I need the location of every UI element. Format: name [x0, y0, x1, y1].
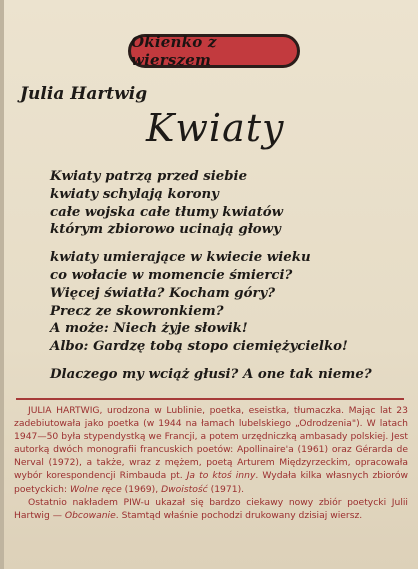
author-biography — [14, 404, 408, 522]
poem-line: którym zbiorowo ucinają głowy — [50, 222, 281, 238]
bio-text: . Stamtąd właśnie pochodzi drukowany dzisiaj wiersz. — [115, 509, 363, 521]
bio-paragraph — [14, 496, 408, 522]
poem-line: Albo: Gardzę tobą stopo ciemiężycielko! — [50, 339, 348, 355]
poem-stanza — [50, 249, 405, 356]
bio-text: JULIA HARTWIG, urodzona w Lublinie, poetka, eseistka, tłumaczka. Mając lat 23 zadebiutowała jako poetka (w 1944 na łamach lubelskiego „Odrodzenia"). W latach 1947—50 była stypendystką we Francji, a potem urzędniczką ambasady polskiej. Jest autorką dwóch monografii francuskich poetów: Apollinaire'a (1961) oraz Gérarda de Nerval (1972), a także, wraz z mężem, poetą Arturem Międzyrzeckim, opracowała wybór korespondencji Rimbauda pt. — [14, 405, 408, 482]
bio-text: (1969), — [121, 483, 162, 495]
poem-author: Julia Hartwig — [20, 84, 148, 104]
bio-text: (1971). — [207, 483, 245, 495]
bio-text: . Wydała kilka własnych zbiorów poetyckich: — [14, 470, 408, 495]
section-divider — [16, 398, 404, 400]
bio-book-title: Ja to ktoś inny — [186, 470, 256, 482]
poem-line: co wołacie w momencie śmierci? — [50, 267, 293, 283]
poem-line: Precz ze skowronkiem? — [50, 303, 224, 319]
poem-stanza — [50, 168, 405, 239]
poem-line: Więcej światła? Kocham góry? — [50, 285, 276, 301]
poem-line: kwiaty umierające w kwiecie wieku — [50, 250, 311, 266]
bio-paragraph — [14, 404, 408, 496]
poem-stanza — [50, 366, 405, 384]
column-header-label: Okienko z wierszem — [131, 33, 217, 69]
poem-body — [50, 168, 405, 394]
poem-line: Dlaczego my wciąż głusi? A one tak nieme? — [50, 366, 372, 382]
bio-text: Ostatnio nakładem PIW-u ukazał się bardzo ciekawy nowy zbiór poetycki Julii Hartwig — — [14, 496, 408, 521]
bio-book-title: Dwoistość — [161, 483, 208, 495]
poem-line: A może: Niech żyje słowik! — [50, 321, 248, 337]
bio-book-title: Obcowanie — [64, 509, 116, 521]
poem-line: kwiaty schylają korony — [50, 186, 219, 202]
poem-title: Kwiaty — [146, 106, 285, 150]
poem-line: całe wojska całe tłumy kwiatów — [50, 204, 284, 220]
column-header-badge — [128, 34, 300, 68]
page-edge — [0, 0, 4, 569]
bio-book-title: Wolne ręce — [69, 483, 122, 495]
poem-line: Kwiaty patrzą przed siebie — [50, 169, 248, 184]
